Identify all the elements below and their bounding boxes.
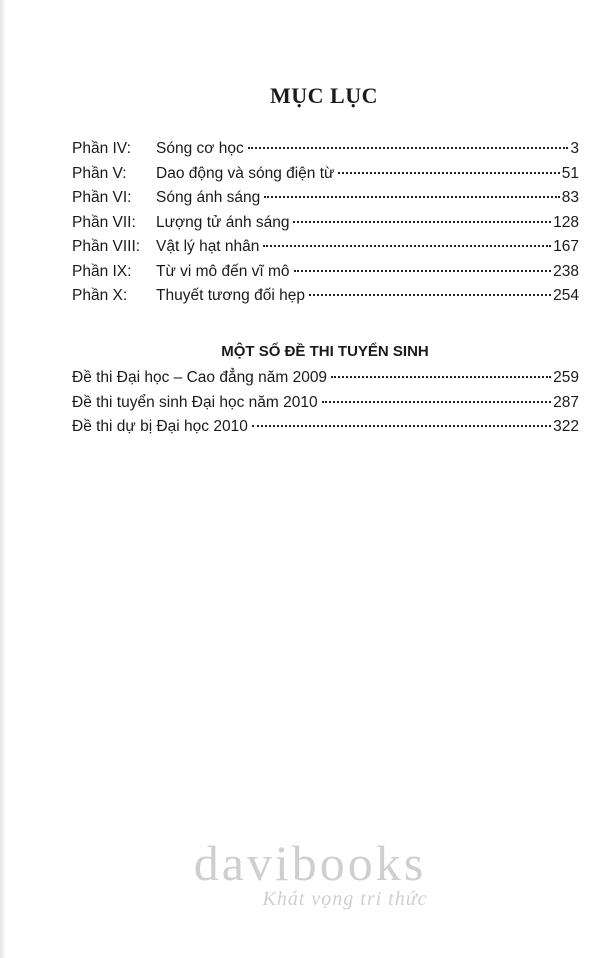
toc-part-label: Phần IV: bbox=[72, 140, 131, 157]
dot-leader bbox=[294, 270, 552, 272]
toc-part-label: Phần VII: bbox=[72, 213, 136, 231]
toc-title: Vật lý hạt nhân bbox=[156, 238, 260, 255]
watermark bbox=[160, 835, 460, 910]
exam-title: Đề thi dự bị Đại học 2010 bbox=[72, 418, 248, 435]
exam-row[interactable] bbox=[72, 369, 579, 394]
dot-leader bbox=[263, 245, 551, 247]
toc-row[interactable] bbox=[72, 238, 579, 263]
table-of-contents bbox=[72, 140, 579, 312]
dot-leader bbox=[322, 401, 552, 403]
dot-leader bbox=[331, 376, 551, 378]
exam-row[interactable] bbox=[72, 394, 579, 419]
dot-leader bbox=[293, 221, 551, 223]
exam-page-number: 259 bbox=[553, 369, 579, 386]
exam-title: Đề thi Đại học – Cao đẳng năm 2009 bbox=[72, 369, 328, 386]
toc-title: Từ vi mô đến vĩ mô bbox=[156, 262, 290, 280]
page-title: MỤC LỤC bbox=[270, 82, 378, 108]
toc-row[interactable] bbox=[72, 263, 579, 288]
exam-row[interactable] bbox=[72, 418, 579, 443]
toc-page-number: 238 bbox=[553, 262, 579, 280]
toc-row[interactable] bbox=[72, 165, 579, 190]
toc-part-label: Phần V: bbox=[72, 164, 127, 182]
toc-title: Dao động và sóng điện từ bbox=[156, 164, 335, 182]
dot-leader bbox=[264, 196, 559, 198]
exam-title: Đề thi tuyển sinh Đại học năm 2010 bbox=[72, 393, 318, 411]
watermark-slogan: Khát vọng tri thức bbox=[262, 888, 428, 910]
exam-list bbox=[72, 369, 579, 443]
toc-page-number: 128 bbox=[553, 213, 579, 231]
dot-leader bbox=[252, 425, 551, 427]
toc-part-label: Phần VIII: bbox=[72, 238, 141, 255]
toc-page-number: 254 bbox=[553, 287, 579, 304]
watermark-brand: davibooks bbox=[193, 835, 427, 891]
toc-row[interactable] bbox=[72, 287, 579, 312]
toc-part-label: Phần VI: bbox=[72, 189, 132, 206]
toc-part-label: Phần IX: bbox=[72, 262, 132, 280]
toc-title: Sóng cơ học bbox=[156, 140, 244, 157]
toc-page-number: 167 bbox=[553, 238, 579, 255]
toc-part-label: Phần X: bbox=[72, 287, 128, 304]
toc-page-number: 83 bbox=[561, 189, 579, 206]
toc-page-number: 3 bbox=[570, 140, 579, 157]
dot-leader bbox=[248, 147, 569, 149]
toc-title: Lượng tử ánh sáng bbox=[156, 213, 290, 231]
toc-page-number: 51 bbox=[561, 164, 579, 182]
toc-title: Thuyết tương đối hẹp bbox=[156, 287, 305, 304]
toc-row[interactable] bbox=[72, 189, 579, 214]
toc-title: Sóng ánh sáng bbox=[156, 189, 261, 206]
exam-page-number: 322 bbox=[553, 418, 579, 435]
exam-section-heading: MỘT SỐ ĐỀ THI TUYỂN SINH bbox=[221, 343, 429, 360]
toc-row[interactable] bbox=[72, 214, 579, 239]
dot-leader bbox=[309, 294, 551, 296]
page-edge-shadow bbox=[0, 0, 6, 958]
dot-leader bbox=[338, 172, 559, 174]
toc-row[interactable] bbox=[72, 140, 579, 165]
exam-page-number: 287 bbox=[553, 393, 579, 411]
